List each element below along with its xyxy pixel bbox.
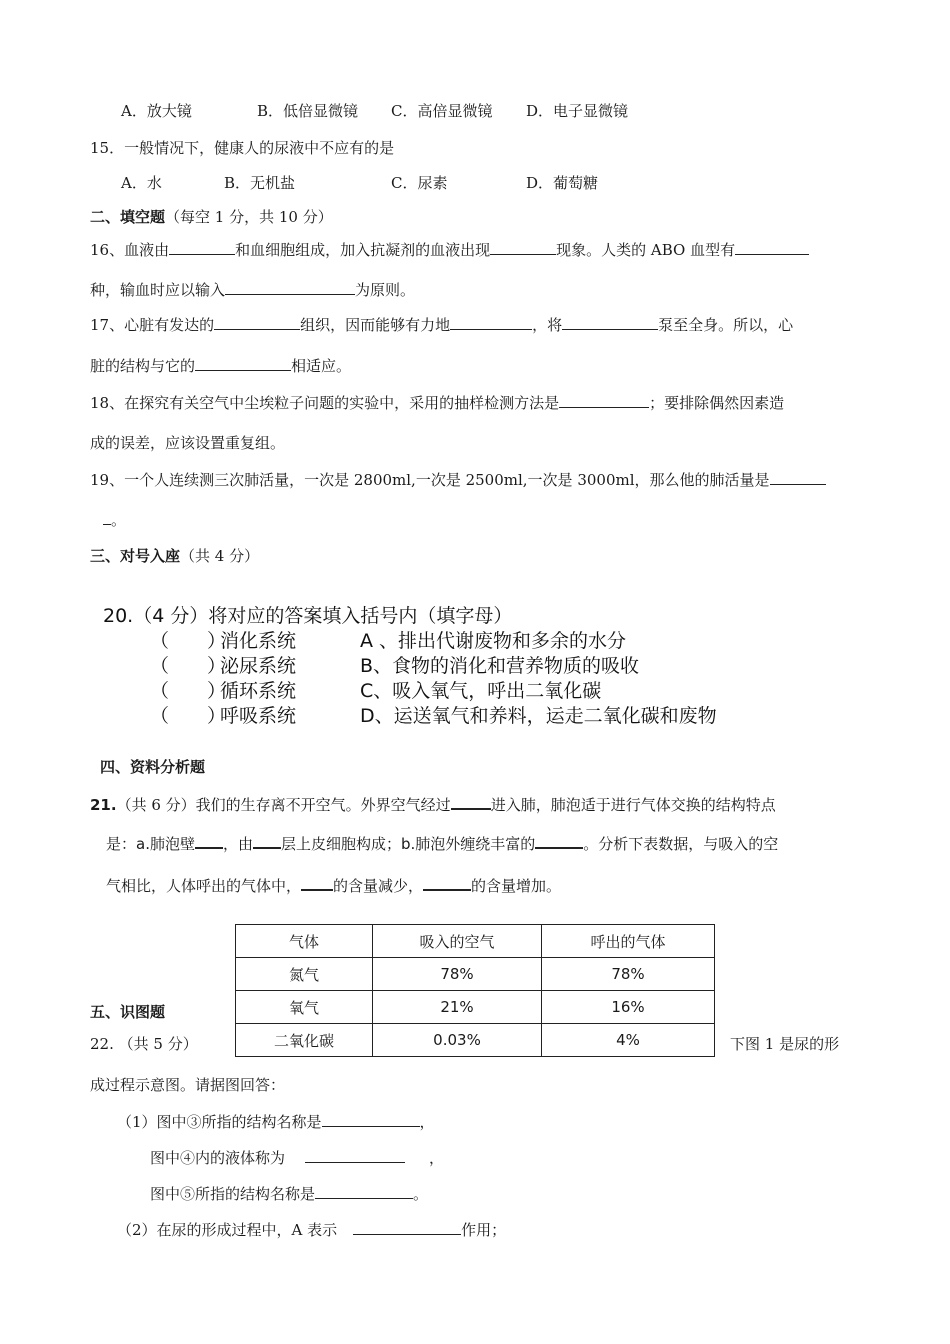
- answer-blank[interactable]: [423, 875, 471, 891]
- table-header-row: [236, 925, 715, 958]
- q18-line-2: 成的误差，应该设置重复组。: [90, 434, 286, 452]
- q15-option-a: A．水: [121, 174, 162, 192]
- q19-text: 19、一个人连续测三次肺活量，一次是 2800ml,一次是 2500ml,一次是 3000ml，那么他的肺活量是: [90, 471, 770, 489]
- q20-system: 呼吸系统: [220, 705, 297, 727]
- answer-blank[interactable]: [450, 315, 532, 330]
- q17-text: ，将: [532, 316, 563, 334]
- q20-bracket[interactable]: （ ）: [150, 630, 227, 652]
- answer-blank[interactable]: [322, 1112, 420, 1127]
- q20-stem: 20.（4 分）将对应的答案填入括号内（填字母）: [103, 605, 513, 627]
- q19-line-1: [90, 470, 826, 490]
- q16-line-1: [90, 240, 809, 260]
- q22-text: ，: [419, 1113, 435, 1131]
- q20-bracket[interactable]: （ ）: [150, 680, 227, 702]
- section-5-title: 五、识图题: [90, 1003, 166, 1021]
- answer-blank[interactable]: [559, 393, 649, 408]
- q21-line-3: [106, 875, 561, 896]
- q21-line-1: [90, 794, 776, 815]
- table-row: [236, 958, 715, 991]
- table-cell: 氧气: [236, 991, 373, 1024]
- table-row: [236, 1024, 715, 1057]
- q20-system: 泌尿系统: [220, 655, 297, 677]
- answer-blank[interactable]: [301, 875, 333, 891]
- section-3-heading: [90, 546, 259, 566]
- q22-tail: 下图 1 是尿的形: [730, 1035, 840, 1053]
- q16-text: 和血细胞组成，加入抗凝剂的血液出现: [235, 241, 491, 259]
- q21-text: 进入肺，肺泡适于进行气体交换的结构特点: [490, 796, 776, 814]
- section-3-title: 三、对号入座: [90, 547, 181, 565]
- q22-text: 图中④内的液体称为: [150, 1149, 286, 1167]
- q22-part-1b: [150, 1148, 444, 1168]
- q18-text: ；要排除偶然因素造: [649, 394, 785, 412]
- q21-text: 的含量增加。: [471, 877, 562, 895]
- table-row: [236, 991, 715, 1024]
- q17-text: 相适应。: [291, 357, 352, 375]
- section-2-note: （每空 1 分，共 10 分）: [165, 208, 333, 226]
- q16-text: 为原则。: [355, 281, 416, 299]
- q20-answer: C、吸入氧气，呼出二氧化碳: [360, 680, 602, 702]
- q20-bracket[interactable]: （ ）: [150, 705, 227, 727]
- answer-blank[interactable]: [490, 240, 556, 255]
- q20-answer: D、运送氧气和养料，运走二氧化碳和废物: [360, 705, 717, 727]
- section-2-heading: [90, 207, 333, 227]
- q22-part-2: [117, 1220, 506, 1240]
- answer-blank[interactable]: [353, 1220, 461, 1235]
- section-2-title: 二、填空题: [90, 208, 166, 226]
- answer-blank[interactable]: [214, 315, 300, 330]
- q22-line-2: 成过程示意图。请据图回答：: [90, 1076, 286, 1094]
- q20-system: 消化系统: [220, 630, 297, 652]
- answer-blank[interactable]: [195, 833, 223, 849]
- q21-text: 。分析下表数据，与吸入的空: [583, 835, 779, 853]
- q21-text: ，由: [222, 835, 253, 853]
- table-cell: 78%: [373, 958, 542, 991]
- table-header: 气体: [236, 925, 373, 958]
- q19-text: 。: [111, 511, 127, 529]
- q15-option-c: C．尿素: [391, 174, 448, 192]
- q14-option-c: C．高倍显微镜: [391, 102, 493, 120]
- gas-composition-table: [235, 924, 715, 1057]
- q21-number: 21.: [90, 796, 117, 814]
- q19-line-2: [103, 510, 126, 530]
- q17-text: 17、心脏有发达的: [90, 316, 215, 334]
- q18-text: 18、在探究有关空气中尘埃粒子问题的实验中，采用的抽样检测方法是: [90, 394, 560, 412]
- answer-blank[interactable]: [562, 315, 658, 330]
- answer-blank[interactable]: [195, 356, 291, 371]
- q14-option-d: D．电子显微镜: [526, 102, 629, 120]
- q14-option-a: A．放大镜: [121, 102, 192, 120]
- answer-blank[interactable]: [770, 470, 826, 485]
- answer-blank[interactable]: [225, 280, 355, 295]
- q16-text: 种，输血时应以输入: [90, 281, 226, 299]
- q16-text: 现象。人类的 ABO 血型有: [556, 241, 736, 259]
- q22-text: ，: [429, 1149, 445, 1167]
- q21-text: 层上皮细胞构成；b.肺泡外缠绕丰富的: [280, 835, 536, 853]
- table-cell: 0.03%: [373, 1024, 542, 1057]
- answer-blank[interactable]: [305, 1148, 405, 1163]
- q17-line-1: [90, 315, 793, 335]
- q17-text: 组织，因而能够有力地: [300, 316, 451, 334]
- table-header: 吸入的空气: [373, 925, 542, 958]
- q17-text: 泵至全身。所以，心: [658, 316, 794, 334]
- q21-text: 我们的生存离不开空气。外界空气经过: [195, 796, 451, 814]
- q20-row: [150, 706, 717, 726]
- answer-blank[interactable]: [735, 240, 809, 255]
- q21-score: （共 6 分）: [116, 796, 196, 814]
- q17-text: 脏的结构与它的: [90, 357, 196, 375]
- table-header: 呼出的气体: [542, 925, 715, 958]
- q18-line-1: [90, 393, 784, 413]
- q15-stem: 15．一般情况下，健康人的尿液中不应有的是: [90, 139, 395, 157]
- table-cell: 16%: [542, 991, 715, 1024]
- answer-blank[interactable]: [315, 1184, 413, 1199]
- answer-blank[interactable]: [169, 240, 235, 255]
- q17-line-2: [90, 356, 351, 376]
- answer-blank[interactable]: [535, 833, 583, 849]
- q20-bracket[interactable]: （ ）: [150, 655, 227, 677]
- answer-blank[interactable]: [103, 510, 111, 525]
- table-cell: 21%: [373, 991, 542, 1024]
- q16-text: 16、血液由: [90, 241, 170, 259]
- q20-answer: B、食物的消化和营养物质的吸收: [360, 655, 640, 677]
- section-3-note: （共 4 分）: [180, 547, 260, 565]
- q16-line-2: [90, 280, 415, 300]
- q20-row: [150, 631, 626, 651]
- answer-blank[interactable]: [451, 794, 491, 810]
- q14-option-b: B．低倍显微镜: [257, 102, 359, 120]
- q22-text: （1）图中③所指的结构名称是: [117, 1113, 322, 1131]
- q20-answer: A 、排出代谢废物和多余的水分: [360, 630, 627, 652]
- q21-text: 气相比，人体呼出的气体中，: [106, 877, 302, 895]
- q20-system: 循环系统: [220, 680, 297, 702]
- q15-option-b: B．无机盐: [224, 174, 296, 192]
- table-cell: 4%: [542, 1024, 715, 1057]
- q22-part-1a: [117, 1112, 435, 1132]
- q22-part-1c: [150, 1184, 428, 1204]
- q22-text: 作用；: [461, 1221, 507, 1239]
- table-cell: 二氧化碳: [236, 1024, 373, 1057]
- q21-line-2: [106, 833, 778, 854]
- q22-number: 22. （共 5 分）: [90, 1035, 198, 1053]
- q15-option-d: D．葡萄糖: [526, 174, 599, 192]
- table-cell: 78%: [542, 958, 715, 991]
- table-cell: 氮气: [236, 958, 373, 991]
- q20-row: [150, 681, 601, 701]
- q22-text: 图中⑤所指的结构名称是: [150, 1185, 316, 1203]
- q22-text: 。: [413, 1185, 429, 1203]
- q21-text: 是：a.肺泡壁: [106, 835, 195, 853]
- q22-text: （2）在尿的形成过程中，A 表示: [117, 1221, 338, 1239]
- section-4-title: 四、资料分析题: [100, 758, 206, 776]
- q20-row: [150, 656, 639, 676]
- q21-text: 的含量减少，: [333, 877, 424, 895]
- answer-blank[interactable]: [253, 833, 281, 849]
